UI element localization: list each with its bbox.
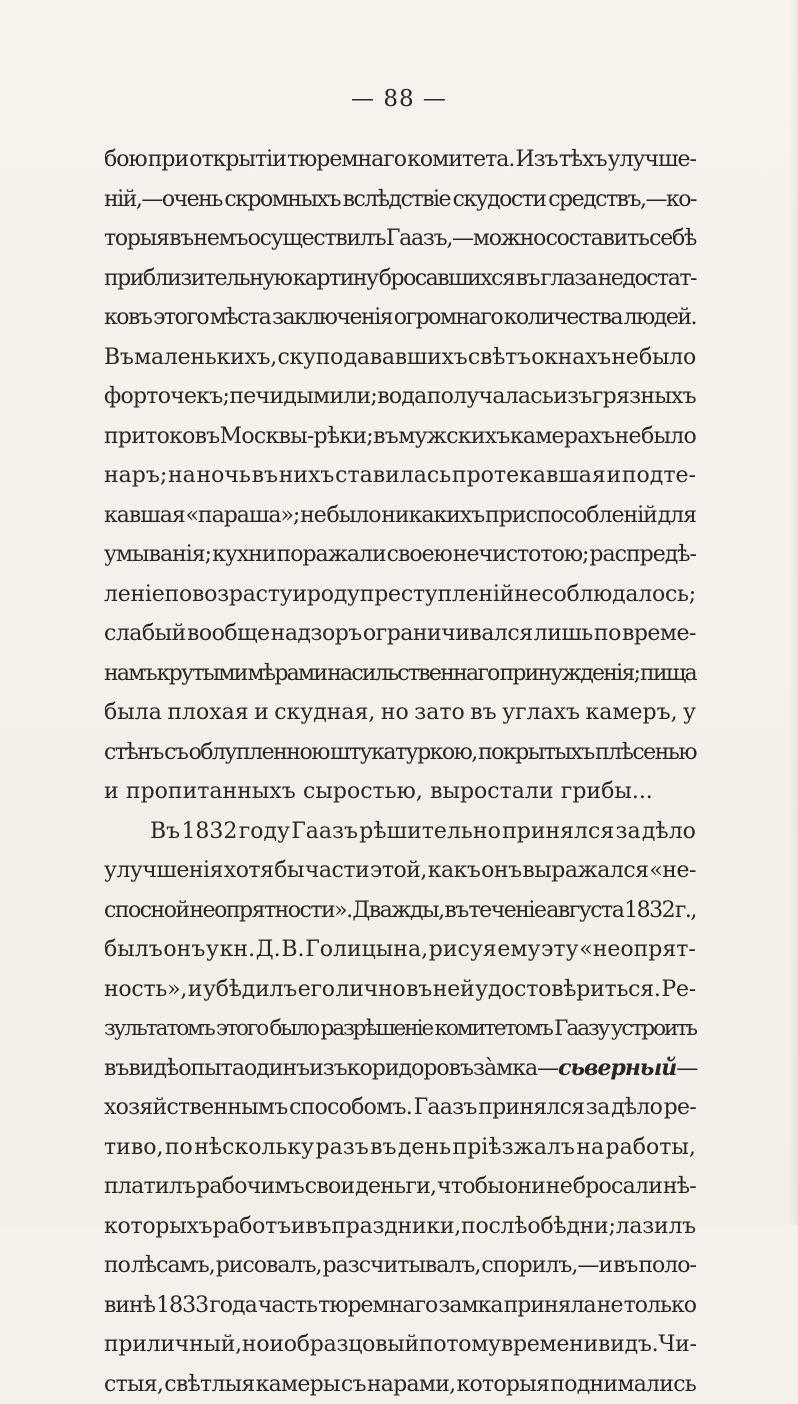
word: получалась [427, 377, 553, 417]
word: плѣсенью [595, 733, 696, 773]
word: праздники, [331, 1207, 461, 1247]
word: разрѣшеніе [321, 1009, 433, 1049]
word: тому [446, 1325, 500, 1365]
word: своею [387, 535, 452, 575]
word: Ре- [661, 970, 696, 1010]
text-line [104, 338, 696, 378]
word: за [586, 1088, 610, 1128]
word: не [615, 417, 641, 457]
word: притоковъ [104, 417, 219, 457]
text-line [104, 259, 696, 299]
word: «параша»; [185, 496, 299, 536]
word: только [624, 1286, 696, 1326]
text-line [104, 1049, 696, 1089]
word: рисуя [429, 930, 497, 970]
word: лѣсамъ, [131, 1246, 215, 1286]
word: за [616, 812, 641, 852]
text-line [104, 891, 696, 931]
word: скупо [277, 338, 343, 378]
word: лично [336, 970, 406, 1010]
word: этой, [370, 851, 427, 891]
text-line [104, 1246, 696, 1286]
word: зато [414, 693, 465, 733]
word: сьверный [558, 1049, 676, 1089]
word: которыхъ [104, 1207, 212, 1247]
word: ковъ [104, 298, 151, 338]
word: тюремнаго [318, 1286, 437, 1326]
text-line [104, 812, 696, 852]
word: тиво, [104, 1128, 163, 1168]
word: изъ [553, 377, 591, 417]
word: видъ. [598, 1325, 658, 1365]
word: слабый [104, 614, 186, 654]
word: приличный, [104, 1325, 242, 1365]
word: было [327, 496, 381, 536]
word: дымили; [283, 377, 377, 417]
word: часть [258, 1286, 317, 1326]
word: съ [341, 1365, 366, 1404]
word: «не- [649, 851, 696, 891]
text-line [104, 654, 696, 694]
text-line [104, 1128, 696, 1168]
word: форточекъ; [104, 377, 229, 417]
text-line [104, 1009, 696, 1049]
word: ній,—очень [104, 180, 222, 220]
word: въ [406, 970, 432, 1010]
word: штукатуркою, [330, 733, 477, 773]
word: этого [216, 1009, 267, 1049]
word: никакихъ [381, 496, 484, 536]
text-line [104, 496, 696, 536]
word: въ [305, 1207, 331, 1247]
word: нѣскольку [194, 1128, 314, 1168]
word: маленькихъ, [134, 338, 277, 378]
word: Въ [104, 338, 134, 378]
word: ней [433, 970, 475, 1010]
word: чтобы [437, 1167, 504, 1207]
word: опыта [178, 1049, 244, 1089]
word: изъ [309, 1049, 347, 1089]
word: количества [504, 298, 622, 338]
word: не [514, 575, 541, 615]
word: возрасту [192, 575, 292, 615]
word: подте- [622, 456, 696, 496]
word: углахъ [502, 693, 580, 733]
text-line [104, 1286, 696, 1326]
word: выростали [430, 772, 553, 812]
word: не [611, 338, 638, 378]
word: време- [622, 614, 696, 654]
word: камеры [256, 1365, 340, 1404]
word: и [269, 1325, 283, 1365]
word: ограничивался [363, 614, 533, 654]
word: кухни [212, 535, 275, 575]
word: которыя [457, 1365, 550, 1404]
text-line [104, 575, 696, 615]
word: при [148, 140, 188, 180]
word: убѣдилъ [203, 970, 297, 1010]
word: скудная, [274, 693, 375, 733]
word: лазилъ [616, 1207, 696, 1247]
word: времени [501, 1325, 598, 1365]
word: Голицына, [305, 930, 428, 970]
word: скудости [453, 180, 546, 220]
word: камеръ, [585, 693, 677, 733]
word: въ [516, 259, 539, 299]
word: дававшихъ [344, 338, 468, 378]
word: бы [274, 851, 304, 891]
word: по [104, 1246, 130, 1286]
word: въ [252, 456, 278, 496]
word: улучше- [608, 140, 696, 180]
word: на [168, 456, 196, 496]
text-line [104, 140, 696, 180]
word: нарами, [367, 1365, 456, 1404]
word: насильственнаго [327, 654, 499, 694]
word: принужденія; [499, 654, 639, 694]
word: приспособленій [485, 496, 657, 536]
word: въ [370, 1128, 396, 1168]
word: въ [470, 693, 496, 733]
word: этого [153, 298, 208, 338]
word: у [683, 693, 696, 733]
text-line [104, 1365, 696, 1404]
word: кн. [220, 930, 255, 970]
word: былъ [104, 930, 163, 970]
word: не [300, 496, 326, 536]
text-line [104, 1325, 696, 1365]
word: комитетомъ [435, 1009, 552, 1049]
text-line [104, 1167, 696, 1207]
text-line [104, 1088, 696, 1128]
word: 1832 [624, 891, 674, 931]
word: работъ [212, 1207, 290, 1247]
word: коридоровъ [347, 1049, 473, 1089]
word: устроить [611, 1009, 696, 1049]
word: мѣста [210, 298, 271, 338]
text-line [104, 851, 696, 891]
word: распредѣ- [589, 535, 696, 575]
word: въ [444, 891, 467, 931]
word: въ [169, 219, 193, 259]
word: по [165, 575, 192, 615]
word: улучшенія [104, 851, 223, 891]
text-line [104, 180, 696, 220]
word: лишь [534, 614, 593, 654]
word: поражали [277, 535, 386, 575]
word: заключенія [272, 298, 392, 338]
word: работы, [606, 1128, 696, 1168]
word: образцовый [284, 1325, 419, 1365]
word: въ [373, 417, 398, 457]
word: замка [438, 1286, 502, 1326]
text-line [104, 298, 696, 338]
word: В. [281, 930, 304, 970]
word: огромнаго [394, 298, 502, 338]
word: мѣрами [247, 654, 326, 694]
word: облупленною [189, 733, 329, 773]
word: у [206, 930, 219, 970]
word: ночь [196, 456, 250, 496]
word: на [576, 1128, 604, 1168]
word: нечистотою; [453, 535, 589, 575]
word: деньги, [355, 1167, 436, 1207]
word: тѣхъ [559, 140, 607, 180]
word: комитета. [407, 140, 514, 180]
word: они [505, 1167, 545, 1207]
word: рисовалъ, [216, 1246, 322, 1286]
word: Чи- [658, 1325, 696, 1365]
word: нѣ- [663, 1167, 696, 1207]
word: составить [546, 219, 649, 259]
word: зультатомъ [104, 1009, 214, 1049]
word: неопрятности». [189, 891, 351, 931]
word: по [594, 614, 621, 654]
word: и [188, 970, 202, 1010]
word: для [658, 496, 696, 536]
word: и [104, 772, 119, 812]
word: ность», [104, 970, 187, 1010]
word: соблюдалось; [541, 575, 696, 615]
word: свѣтъ [468, 338, 531, 378]
word: стыя, [104, 1365, 163, 1404]
word: средствъ,—ко- [548, 180, 696, 220]
word: платилъ [104, 1167, 195, 1207]
word: бросали [573, 1167, 662, 1207]
word: торыя [104, 219, 169, 259]
text-line [104, 733, 696, 773]
word: августа [546, 891, 623, 931]
word: обѣдни; [527, 1207, 615, 1247]
word: свои [305, 1167, 355, 1207]
word: Дважды, [352, 891, 443, 931]
word: грибы... [561, 772, 653, 812]
word: вообще [187, 614, 270, 654]
word: кавшая [104, 496, 185, 536]
word: — [537, 1049, 558, 1089]
word: было [269, 1009, 318, 1049]
word: г., [675, 891, 696, 931]
word: онъ [481, 851, 521, 891]
word: крутыми [157, 654, 247, 694]
word: разъ [316, 1128, 369, 1168]
word: надзоръ [271, 614, 362, 654]
text-line [104, 772, 696, 812]
word: осуществилъ [248, 219, 386, 259]
word: наръ; [104, 456, 167, 496]
word: печи [229, 377, 283, 417]
word: рѣшительно [359, 812, 501, 852]
word: не [597, 1286, 623, 1326]
word: спосной [104, 891, 189, 931]
word: Изъ [515, 140, 557, 180]
word: его [298, 970, 335, 1010]
word: свѣтлыя [164, 1365, 254, 1404]
word: день [398, 1128, 451, 1168]
word: дѣло [642, 812, 696, 852]
word: разсчитывалъ, [323, 1246, 481, 1286]
word: бросавшихся [379, 259, 515, 299]
word: рабочимъ [196, 1167, 304, 1207]
word: но [242, 1325, 269, 1365]
word: глаза [540, 259, 596, 299]
word: нихъ [279, 456, 335, 496]
word: бою [104, 140, 147, 180]
word: въ [613, 1246, 637, 1286]
word: Гаазъ,—можно [386, 219, 545, 259]
text-line [104, 417, 696, 457]
word: по [419, 1325, 446, 1365]
word: ставилась [335, 456, 451, 496]
word: году [239, 812, 290, 852]
word: грязныхъ [592, 377, 696, 417]
word: приняла [504, 1286, 596, 1326]
word: послѣ [461, 1207, 527, 1247]
word: дѣло [611, 1088, 662, 1128]
word: Гаазъ [414, 1088, 477, 1128]
word: въ [104, 1049, 128, 1089]
word: сыростью, [303, 772, 423, 812]
word: какъ [428, 851, 481, 891]
word: вода [377, 377, 426, 417]
word: и [607, 456, 622, 496]
word: года [209, 1286, 256, 1326]
word: принялся [502, 812, 614, 852]
page-number: — 88 — [0, 86, 798, 112]
word: людей. [624, 298, 696, 338]
text-line [104, 456, 696, 496]
word: поднимались [550, 1365, 696, 1404]
word: себѣ [649, 219, 696, 259]
word: поло- [638, 1246, 696, 1286]
word: спорилъ,—и [481, 1246, 612, 1286]
word: картину [293, 259, 378, 299]
word: теченіе [469, 891, 546, 931]
word: вслѣдствіе [343, 180, 450, 220]
word: и [292, 575, 306, 615]
text-line [104, 377, 696, 417]
word: ему [497, 930, 540, 970]
word: удостовѣриться. [475, 970, 660, 1010]
word: пріѣзжалъ [453, 1128, 575, 1168]
word: части [305, 851, 369, 891]
word: окнахъ [531, 338, 611, 378]
word: тюремнаго [287, 140, 406, 180]
word: по [165, 1128, 193, 1168]
word: и [291, 1207, 305, 1247]
word: намъ [104, 654, 156, 694]
word: эту [541, 930, 578, 970]
word: хотя [224, 851, 274, 891]
word: было [641, 417, 696, 457]
page-edge-shadow [790, 0, 798, 1225]
word: умыванія; [104, 535, 211, 575]
word: плохая [167, 693, 248, 733]
word: хозяйственнымъ [104, 1088, 288, 1128]
body-text [104, 140, 696, 1404]
word: приблизительную [104, 259, 291, 299]
word: не [546, 1167, 572, 1207]
text-line [104, 930, 696, 970]
word: способомъ. [289, 1088, 412, 1128]
word: видѣ [128, 1049, 178, 1089]
word: камерахъ [510, 417, 615, 457]
word: недостат- [598, 259, 696, 299]
word: роду [307, 575, 360, 615]
word: Въ [150, 812, 180, 852]
text-line [104, 1207, 696, 1247]
word: пропитанныхъ [126, 772, 296, 812]
text-line [104, 614, 696, 654]
word: принялся [478, 1088, 584, 1128]
word: протекавшая [452, 456, 606, 496]
word: покрытыхъ [478, 733, 594, 773]
word: Гаазу [554, 1009, 608, 1049]
word: леніе [104, 575, 164, 615]
text-line [104, 219, 696, 259]
word: скромныхъ [224, 180, 340, 220]
word: Гаазъ [291, 812, 358, 852]
word: стѣнъ [104, 733, 163, 773]
word: ре- [664, 1088, 696, 1128]
word: открытіи [189, 140, 286, 180]
text-line [104, 693, 696, 733]
word: мужскихъ [398, 417, 509, 457]
word: зàмка [473, 1049, 537, 1089]
word: была [104, 693, 162, 733]
word: онъ [163, 930, 205, 970]
word: немъ [193, 219, 247, 259]
word: 1833 [156, 1286, 208, 1326]
word: одинъ [244, 1049, 309, 1089]
word: выражался [522, 851, 648, 891]
word: 1832 [181, 812, 237, 852]
word: Москвы-рѣки; [220, 417, 373, 457]
word: пища [640, 654, 696, 694]
word: «неопрят- [579, 930, 696, 970]
word: и [254, 693, 269, 733]
word: преступленій [360, 575, 514, 615]
word: но [381, 693, 409, 733]
word: съ [164, 733, 187, 773]
text-line [104, 970, 696, 1010]
text-line [104, 535, 696, 575]
word: Д. [256, 930, 281, 970]
word: винѣ [104, 1286, 155, 1326]
word: — [676, 1049, 697, 1089]
word: было [639, 338, 696, 378]
